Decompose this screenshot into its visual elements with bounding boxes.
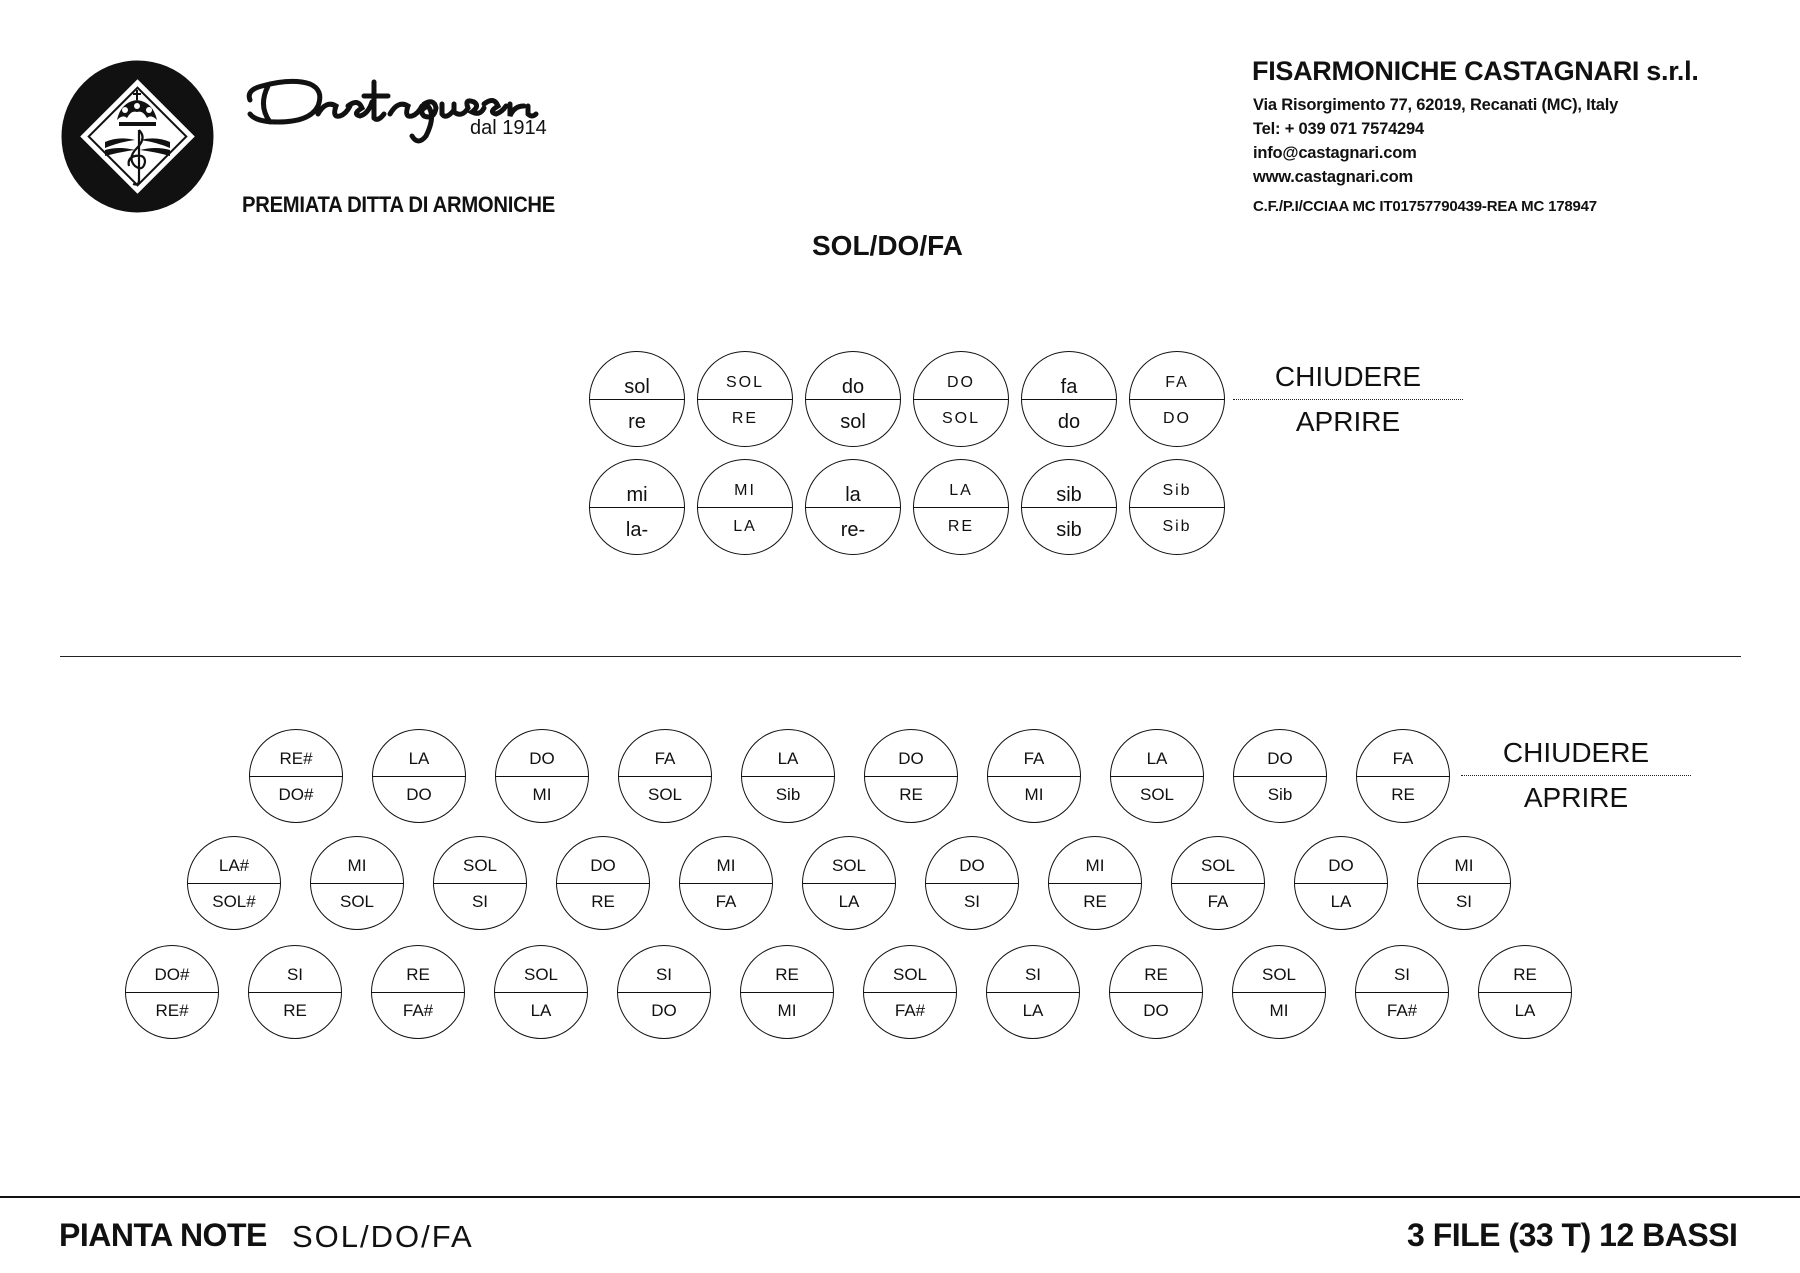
button-open-note: SI <box>471 892 489 911</box>
treble-legend-divider <box>1461 775 1691 776</box>
button-divider <box>1234 776 1326 777</box>
button-divider <box>373 776 465 777</box>
button-open-note: Sib <box>1162 518 1192 535</box>
bass-button <box>805 459 901 555</box>
bass-button <box>589 351 685 447</box>
button-open-note: LA <box>1514 1001 1536 1020</box>
bass-button <box>805 351 901 447</box>
button-open-note: DO <box>1163 410 1191 427</box>
treble-button <box>1109 945 1203 1039</box>
button-divider <box>806 399 900 400</box>
treble-button <box>987 729 1081 823</box>
button-close-note: SI <box>655 965 673 984</box>
button-divider <box>1022 399 1116 400</box>
company-phone: Tel: + 039 071 7574294 <box>1253 120 1424 138</box>
button-divider <box>914 399 1008 400</box>
treble-button <box>1232 945 1326 1039</box>
treble-button <box>1233 729 1327 823</box>
button-divider <box>1130 399 1224 400</box>
treble-button <box>495 729 589 823</box>
button-open-note: sol <box>840 411 866 433</box>
button-close-note: SOL <box>1261 965 1297 984</box>
button-divider <box>806 507 900 508</box>
button-close-note: SOL <box>523 965 559 984</box>
bass-button <box>1129 459 1225 555</box>
button-open-note: SOL <box>339 892 375 911</box>
button-close-note: RE <box>1144 965 1168 984</box>
treble-button <box>1171 836 1265 930</box>
button-open-note: FA <box>715 892 737 911</box>
button-divider <box>557 883 649 884</box>
button-close-note: SI <box>286 965 304 984</box>
treble-button <box>618 729 712 823</box>
button-close-note: MI <box>1454 856 1474 875</box>
footer-label: PIANTA NOTE <box>59 1217 267 1253</box>
button-open-note: RE <box>1391 785 1415 804</box>
button-close-note: RE <box>406 965 430 984</box>
button-close-note: DO <box>1267 749 1293 768</box>
since-year: dal 1914 <box>470 117 547 139</box>
company-email: info@castagnari.com <box>1253 144 1417 162</box>
treble-button <box>125 945 219 1039</box>
treble-button <box>864 729 958 823</box>
button-divider <box>372 992 464 993</box>
button-open-note: re- <box>840 519 866 541</box>
bass-button <box>913 459 1009 555</box>
bass-button <box>1021 459 1117 555</box>
button-divider <box>803 883 895 884</box>
button-close-note: SOL <box>1200 856 1236 875</box>
button-open-note: MI <box>1024 785 1044 804</box>
button-divider <box>865 776 957 777</box>
treble-button <box>556 836 650 930</box>
button-open-note: RE <box>283 1001 307 1020</box>
button-divider <box>1049 883 1141 884</box>
treble-button <box>986 945 1080 1039</box>
company-name: FISARMONICHE CASTAGNARI s.r.l. <box>1252 56 1699 86</box>
button-close-note: MI <box>716 856 736 875</box>
button-close-note: RE <box>775 965 799 984</box>
button-open-note: SI <box>963 892 981 911</box>
button-close-note: DO <box>898 749 924 768</box>
button-close-note: FA <box>654 749 676 768</box>
button-divider <box>311 883 403 884</box>
section-separator <box>60 656 1741 657</box>
button-close-note: FA <box>1023 749 1045 768</box>
treble-button <box>249 729 343 823</box>
treble-button <box>741 729 835 823</box>
button-divider <box>1111 776 1203 777</box>
button-close-note: do <box>841 376 865 398</box>
button-close-note: Sib <box>1162 482 1192 499</box>
button-open-note: FA# <box>894 1001 926 1020</box>
company-registry: C.F./P.I/CCIAA MC IT01757790439-REA MC 178947 <box>1253 198 1597 215</box>
treble-button <box>248 945 342 1039</box>
button-close-note: SOL <box>892 965 928 984</box>
treble-button <box>863 945 957 1039</box>
button-open-note: RE <box>947 518 975 535</box>
bass-button <box>697 351 793 447</box>
treble-button <box>1478 945 1572 1039</box>
button-close-note: mi <box>626 484 648 506</box>
button-open-note: FA# <box>1386 1001 1418 1020</box>
button-open-note: LA <box>838 892 860 911</box>
button-divider <box>1022 507 1116 508</box>
button-divider <box>698 507 792 508</box>
button-divider <box>1479 992 1571 993</box>
button-divider <box>249 992 341 993</box>
button-close-note: DO <box>947 374 975 391</box>
button-close-note: MI <box>347 856 367 875</box>
button-open-note: DO <box>406 785 432 804</box>
button-close-note: MI <box>1085 856 1105 875</box>
bass-button <box>1021 351 1117 447</box>
button-close-note: DO# <box>154 965 190 984</box>
bass-button <box>913 351 1009 447</box>
bass-button <box>1129 351 1225 447</box>
button-open-note: LA <box>530 1001 552 1020</box>
button-open-note: DO# <box>278 785 314 804</box>
button-close-note: DO <box>1328 856 1354 875</box>
treble-button <box>1294 836 1388 930</box>
button-open-note: MI <box>777 1001 797 1020</box>
button-open-note: Sib <box>1267 785 1293 804</box>
button-divider <box>618 992 710 993</box>
footer-rule <box>0 1196 1800 1198</box>
button-close-note: sol <box>624 376 650 398</box>
bass-button <box>697 459 793 555</box>
button-close-note: MI <box>734 482 756 499</box>
button-close-note: SI <box>1024 965 1042 984</box>
button-open-note: SOL <box>1139 785 1175 804</box>
button-open-note: sib <box>1056 519 1082 541</box>
button-open-note: DO <box>1143 1001 1169 1020</box>
button-divider <box>1233 992 1325 993</box>
bass-legend-open: APRIRE <box>1295 406 1401 437</box>
button-divider <box>250 776 342 777</box>
button-close-note: FA <box>1392 749 1414 768</box>
button-close-note: DO <box>529 749 555 768</box>
button-divider <box>1172 883 1264 884</box>
treble-button <box>1048 836 1142 930</box>
button-divider <box>590 507 684 508</box>
button-divider <box>914 507 1008 508</box>
treble-legend-open: APRIRE <box>1523 782 1629 813</box>
button-divider <box>1356 992 1448 993</box>
treble-button <box>187 836 281 930</box>
button-open-note: FA# <box>402 1001 434 1020</box>
footer-tuning: SOL/DO/FA <box>292 1219 474 1254</box>
button-open-note: RE <box>899 785 923 804</box>
button-close-note: fa <box>1060 376 1078 398</box>
button-open-note: SOL <box>647 785 683 804</box>
footer-spec: 3 FILE (33 T) 12 BASSI <box>1407 1217 1738 1253</box>
company-website: www.castagnari.com <box>1253 168 1413 186</box>
button-divider <box>496 776 588 777</box>
button-open-note: LA <box>733 518 757 535</box>
button-open-note: RE <box>731 410 759 427</box>
button-open-note: DO <box>651 1001 677 1020</box>
treble-button <box>494 945 588 1039</box>
button-open-note: SOL <box>941 410 980 427</box>
company-tagline: PREMIATA DITTA DI ARMONICHE <box>242 192 556 217</box>
button-divider <box>434 883 526 884</box>
document-title: SOL/DO/FA <box>812 230 963 261</box>
bass-legend-divider <box>1233 399 1463 400</box>
button-divider <box>1357 776 1449 777</box>
button-open-note: Sib <box>775 785 801 804</box>
treble-button <box>617 945 711 1039</box>
treble-legend-close: CHIUDERE <box>1502 737 1650 768</box>
button-divider <box>619 776 711 777</box>
treble-button <box>1110 729 1204 823</box>
button-close-note: FA <box>1165 374 1189 391</box>
button-close-note: sib <box>1056 484 1082 506</box>
button-open-note: RE <box>591 892 615 911</box>
button-divider <box>698 399 792 400</box>
button-close-note: LA <box>949 482 973 499</box>
button-close-note: DO <box>590 856 616 875</box>
button-divider <box>590 399 684 400</box>
button-divider <box>680 883 772 884</box>
treble-button <box>433 836 527 930</box>
button-open-note: MI <box>1269 1001 1289 1020</box>
treble-button <box>1355 945 1449 1039</box>
button-divider <box>1418 883 1510 884</box>
button-close-note: la <box>845 484 861 506</box>
button-open-note: SI <box>1455 892 1473 911</box>
button-divider <box>926 883 1018 884</box>
button-divider <box>1295 883 1387 884</box>
treble-button <box>372 729 466 823</box>
button-close-note: SI <box>1393 965 1411 984</box>
treble-button <box>925 836 1019 930</box>
button-open-note: LA <box>1022 1001 1044 1020</box>
bass-legend-close: CHIUDERE <box>1274 361 1422 392</box>
treble-button <box>740 945 834 1039</box>
button-close-note: RE <box>1513 965 1537 984</box>
button-close-note: LA <box>408 749 430 768</box>
button-open-note: do <box>1057 411 1081 433</box>
button-divider <box>126 992 218 993</box>
button-open-note: RE# <box>155 1001 189 1020</box>
button-divider <box>987 992 1079 993</box>
button-divider <box>188 883 280 884</box>
button-close-note: SOL <box>725 374 764 391</box>
button-divider <box>864 992 956 993</box>
button-divider <box>741 992 833 993</box>
button-close-note: LA <box>777 749 799 768</box>
treble-button <box>371 945 465 1039</box>
treble-button <box>679 836 773 930</box>
button-open-note: FA <box>1207 892 1229 911</box>
button-open-note: la- <box>625 519 649 541</box>
company-address: Via Risorgimento 77, 62019, Recanati (MC), Italy <box>1253 96 1619 114</box>
bass-button <box>589 459 685 555</box>
button-open-note: RE <box>1083 892 1107 911</box>
button-close-note: LA# <box>218 856 250 875</box>
treble-button <box>310 836 404 930</box>
treble-button <box>1356 729 1450 823</box>
button-divider <box>742 776 834 777</box>
button-close-note: DO <box>959 856 985 875</box>
button-divider <box>1130 507 1224 508</box>
button-open-note: SOL# <box>212 892 256 911</box>
button-close-note: SOL <box>831 856 867 875</box>
castagnari-seal-logo <box>61 60 214 213</box>
button-open-note: re <box>628 411 646 433</box>
treble-button <box>802 836 896 930</box>
button-divider <box>988 776 1080 777</box>
button-divider <box>495 992 587 993</box>
button-open-note: MI <box>532 785 552 804</box>
button-close-note: LA <box>1146 749 1168 768</box>
button-open-note: LA <box>1330 892 1352 911</box>
treble-button <box>1417 836 1511 930</box>
button-close-note: RE# <box>279 749 313 768</box>
button-divider <box>1110 992 1202 993</box>
button-close-note: SOL <box>462 856 498 875</box>
